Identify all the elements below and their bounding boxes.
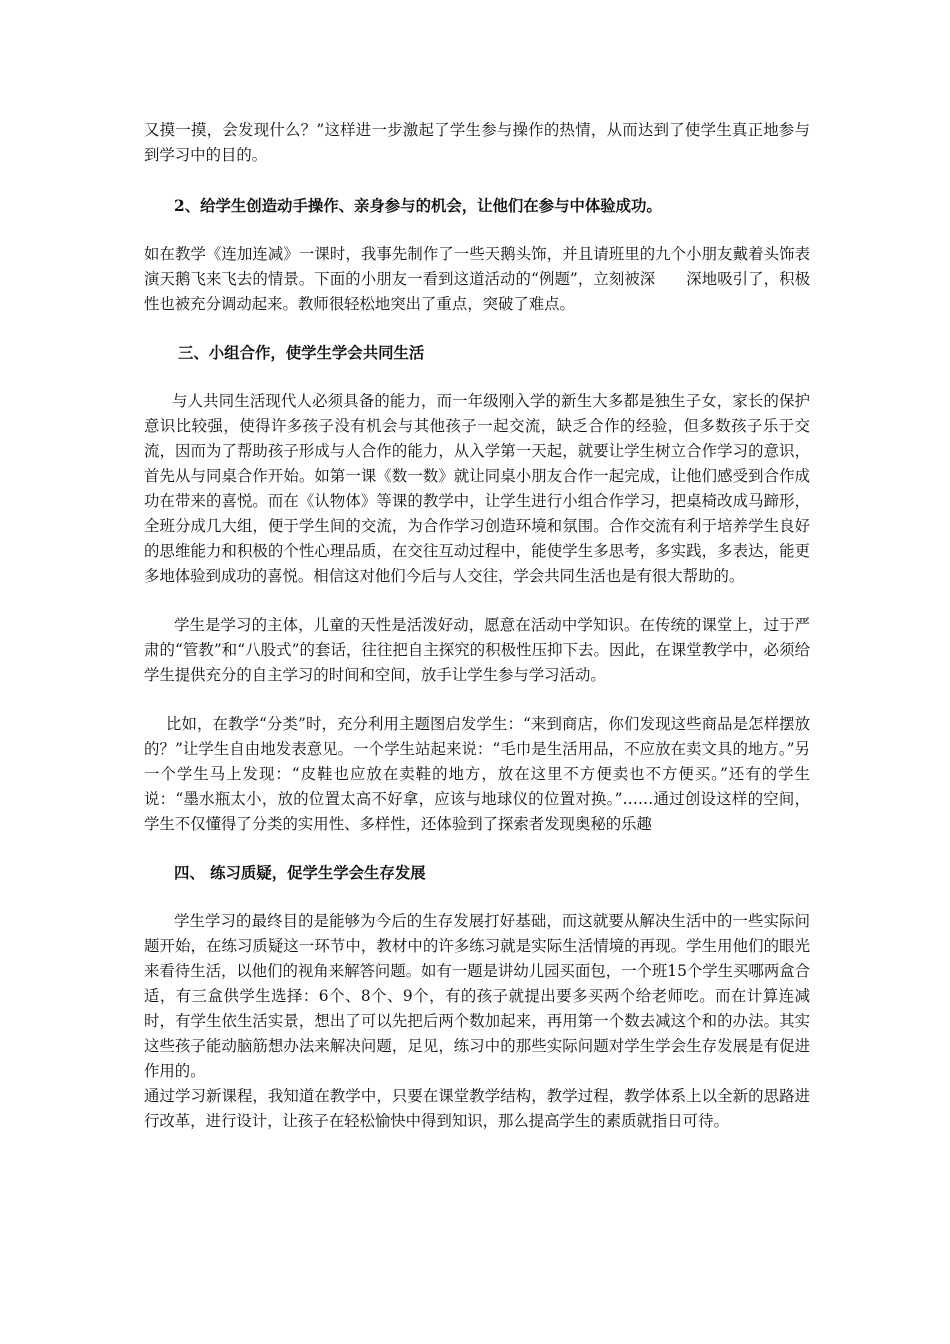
paragraph-student-subject: 学生是学习的主体，儿童的天性是活泼好动，愿意在活动中学知识。在传统的课堂上，过于严肃的“管教”和“八股式”的套话，往往把自主探究的积极性压抑下去。因此，在课堂教学中，必须给学生提供充分的自主学习的时间和空间，放手让学生参与学习活动。 xyxy=(144,616,810,684)
subheading-hands-on: 2、给学生创造动手操作、亲身参与的机会，让他们在参与中体验成功。 xyxy=(174,197,662,215)
paragraph-cooperation: 与人共同生活现代人必须具备的能力，而一年级刚入学的新生大多都是独生子女，家长的保护意识比较强，使得许多孩子没有机会与其他孩子一起交流，缺乏合作的经验，但多数孩子乐于交流，因而为了帮助孩子形成与人合作的能力，从入学第一天起，就要让学生树立合作学习的意识，首先从与同桌合作开始。如第一课《数一数》就让同桌小朋友合作一起完成，让他们感受到合作成功在带来的喜悦。而在《认物体》等课的教学中，让学生进行小组合作学习，把桌椅改成马蹄形，全班分成几大组，便于学生间的交流，为合作学习创造环境和氛围。合作交流有利于培养学生良好的思维能力和积极的个性心理品质，在交往互动过程中，能使学生多思考，多实践，多表达，能更多地体验到成功的喜悦。相信这对他们今后与人交往，学会共同生活也是有很大帮助的。 xyxy=(144,392,810,585)
paragraph-swan-example: 如在教学《连加连减》一课时，我事先制作了一些天鹅头饰，并且请班里的九个小朋友戴着头饰表演天鹅飞来飞去的情景。下面的小朋友一看到这道活动的“例题”，立刻被深 深地吸引了，积极性也被充分调动起来。教师很轻松地突出了重点，突破了难点。 xyxy=(144,245,810,313)
paragraph-classification-example: 比如，在教学“分类”时，充分利用主题图启发学生：“来到商店，你们发现这些商品是怎样摆放的？”让学生自由地发表意见。一个学生站起来说：“毛巾是生活用品，不应放在卖文具的地方。”另一个学生马上发现：“皮鞋也应放在卖鞋的地方，放在这里不方便卖也不方便买。”还有的学生说：“墨水瓶太小，放的位置太高不好拿，应该与地球仪的位置对换。”……通过创设这样的空间，学生不仅懂得了分类的实用性、多样性，还体验到了探索者发现奥秘的乐趣 xyxy=(144,715,810,833)
section-heading-practice: 四、 练习质疑，促学生学会生存发展 xyxy=(174,864,426,882)
paragraph-intro-continuation: 又摸一摸，会发现什么？”这样进一步激起了学生参与操作的热情，从而达到了使学生真正地参与到学习中的目的。 xyxy=(144,121,810,164)
paragraph-conclusion: 通过学习新课程，我知道在教学中，只要在课堂教学结构，教学过程，教学体系上以全新的思路进行改革，进行设计，让孩子在轻松愉快中得到知识，那么提高学生的素质就指日可待。 xyxy=(144,1087,810,1130)
paragraph-practice: 学生学习的最终目的是能够为今后的生存发展打好基础，而这就要从解决生活中的一些实际问题开始，在练习质疑这一环节中，教材中的许多练习就是实际生活情境的再现。学生用他们的眼光来看待生活，以他们的视角来解答问题。如有一题是讲幼儿园买面包，一个班15个学生买哪两盒合适，有三盒供学生选择：6个、8个、9个，有的孩子就提出要多买两个给老师吃。而在计算连减时，有学生依生活实景，想出了可以先把后两个数加起来，再用第一个数去减这个和的办法。其实这些孩子能动脑筋想办法来解决问题，足见，练习中的那些实际问题对学生学会生存发展是有促进作用的。 xyxy=(144,912,810,1080)
section-heading-group-cooperation: 三、小组合作，使学生学会共同生活 xyxy=(178,344,425,362)
document-page xyxy=(144,118,810,1134)
